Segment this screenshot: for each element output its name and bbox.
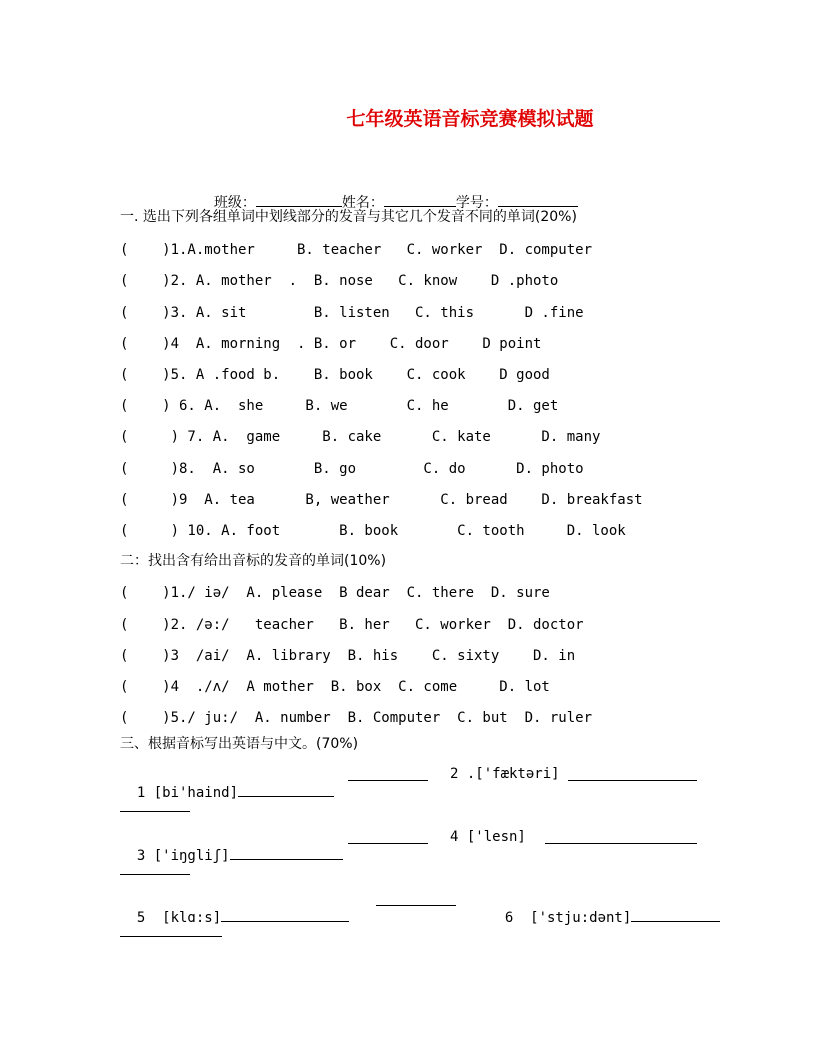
answer-blank[interactable] xyxy=(238,782,334,797)
answer-blank[interactable] xyxy=(348,766,428,781)
q2-item: ( )2. /ə:/ teacher B. her C. worker D. doctor xyxy=(120,617,584,633)
q1-item: ( ) 7. A. game B. cake C. kate D. many xyxy=(120,429,601,445)
answer-blank[interactable] xyxy=(376,891,456,906)
q1-item: ( )1.A.mother B. teacher C. worker D. computer xyxy=(120,242,593,258)
page-title: 七年级英语音标竞赛模拟试题 xyxy=(346,108,594,130)
number-label: 学号： xyxy=(455,195,498,211)
q1-item: ( )4 A. morning . B. or C. door D point xyxy=(120,336,542,352)
q1-item: ( )3. A. sit B. listen C. this D .fine xyxy=(120,305,584,321)
answer-blank[interactable] xyxy=(221,907,349,922)
q1-item: ( )5. A .food b. B. book C. cook D good xyxy=(120,367,550,383)
section-1-heading: 一. 选出下列各组单词中划线部分的发音与其它几个发音不同的单词(20%) xyxy=(120,209,577,225)
name-label: 姓名： xyxy=(341,195,384,211)
q3-row-3 xyxy=(120,891,349,926)
answer-blank[interactable] xyxy=(120,860,190,875)
answer-blank[interactable] xyxy=(230,845,343,860)
q1-item: ( ) 10. A. foot B. book C. tooth D. look xyxy=(120,523,626,539)
class-label: 班级： xyxy=(213,195,256,211)
name-blank[interactable] xyxy=(384,192,456,207)
q1-item: ( ) 6. A. she B. we C. he D. get xyxy=(120,398,559,414)
answer-blank[interactable] xyxy=(348,829,428,844)
q1-item: ( )9 A. tea B, weather C. bread D. breakfast xyxy=(120,492,643,508)
q3-item-5: 5 [klɑ:s] xyxy=(136,910,222,926)
q2-item: ( )1./ iə/ A. please B dear C. there D. sure xyxy=(120,585,550,601)
class-blank[interactable] xyxy=(256,192,342,207)
q3-item-3: 3 ['iŋgliʃ] xyxy=(136,848,230,864)
q3-item-6: 6 ['stju:dənt] xyxy=(504,910,632,926)
q3-item-1: 1 [bi'haind] xyxy=(136,785,239,801)
q2-item: ( )4 ./ʌ/ A mother B. box C. come D. lot xyxy=(120,679,550,695)
section-3-heading: 三、根据音标写出英语与中文。(70%) xyxy=(120,736,359,752)
q3-row-3b xyxy=(488,891,720,926)
q3-item-2: 2 .['fæktəri] xyxy=(450,766,560,782)
answer-blank[interactable] xyxy=(120,797,190,812)
q3-row-2 xyxy=(120,829,343,864)
q3-item-4: 4 ['lesn] xyxy=(450,829,526,845)
section-2-heading: 二：找出含有给出音标的发音的单词(10%) xyxy=(120,553,387,569)
q3-row-1 xyxy=(120,766,334,801)
q2-item: ( )5./ ju:/ A. number B. Computer C. but D. ruler xyxy=(120,710,593,726)
q2-item: ( )3 /ai/ A. library B. his C. sixty D. in xyxy=(120,648,576,664)
number-blank[interactable] xyxy=(498,192,578,207)
q1-item: ( )2. A. mother . B. nose C. know D .photo xyxy=(120,273,559,289)
answer-blank[interactable] xyxy=(545,829,697,844)
student-info-row xyxy=(205,174,578,212)
answer-blank[interactable] xyxy=(568,766,697,781)
answer-blank[interactable] xyxy=(631,907,720,922)
q1-item: ( )8. A. so B. go C. do D. photo xyxy=(120,461,584,477)
answer-blank[interactable] xyxy=(120,922,222,937)
